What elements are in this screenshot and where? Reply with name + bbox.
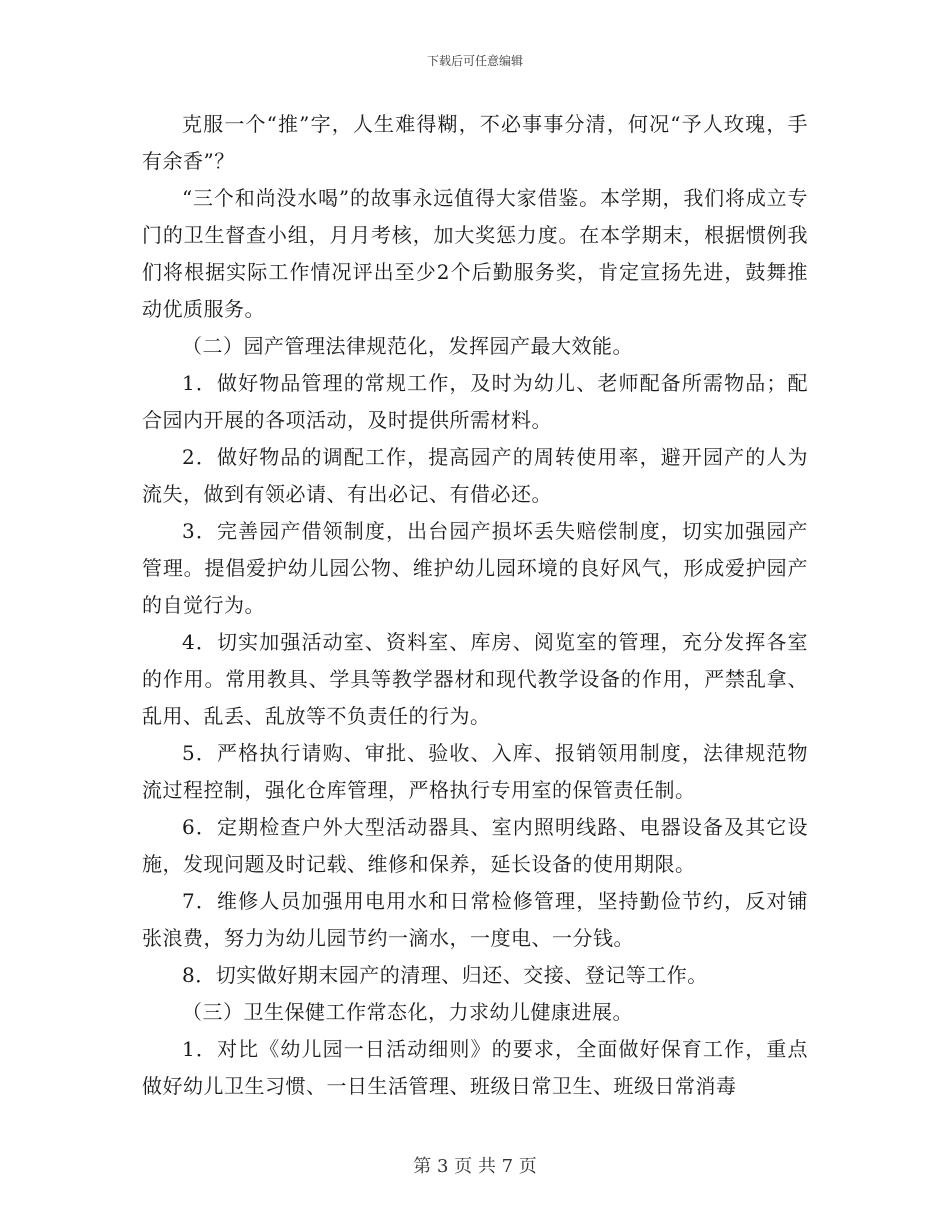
page-footer: 第 3 页 共 7 页 — [413, 1156, 537, 1177]
document-body — [142, 106, 808, 1105]
paragraph: 5．严格执行请购、审批、验收、入库、报销领用制度，法律规范物流过程控制，强化仓库管理，严格执行专用室的保管责任制。 — [142, 741, 808, 802]
paragraph: 2．做好物品的调配工作，提高园产的周转使用率，避开园产的人为流失，做到有领必请、有出必记、有借必还。 — [142, 445, 808, 506]
paragraph: 1．对比《幼儿园一日活动细则》的要求，全面做好保育工作，重点做好幼儿卫生习惯、一日生活管理、班级日常卫生、班级日常消毒 — [142, 1037, 808, 1098]
page-header: 下载后可任意编辑 — [426, 54, 523, 68]
paragraph: 克服一个“推”字，人生难得糊，不必事事分清，何况“予人玫瑰，手有余香”？ — [142, 112, 808, 173]
section-heading: （三）卫生保健工作常态化，力求幼儿健康进展。 — [182, 1000, 633, 1024]
paragraph: 8．切实做好期末园产的清理、归还、交接、登记等工作。 — [182, 963, 708, 987]
paragraph: 3．完善园产借领制度，出台园产损坏丢失赔偿制度，切实加强园产管理。提倡爱护幼儿园公物、维护幼儿园环境的良好风气，形成爱护园产的自觉行为。 — [142, 519, 808, 617]
paragraph: 6．定期检查户外大型活动器具、室内照明线路、电器设备及其它设施，发现问题及时记载、维修和保养，延长设备的使用期限。 — [142, 815, 808, 876]
paragraph: 4．切实加强活动室、资料室、库房、阅览室的管理，充分发挥各室的作用。常用教具、学具等教学器材和现代教学设备的作用，严禁乱拿、乱用、乱丢、乱放等不负责任的行为。 — [142, 630, 808, 728]
paragraph: 7．维修人员加强用电用水和日常检修管理，坚持勤俭节约，反对铺张浪费，努力为幼儿园节约一滴水，一度电、一分钱。 — [142, 889, 808, 950]
paragraph: 1．做好物品管理的常规工作，及时为幼儿、老师配备所需物品；配合园内开展的各项活动，及时提供所需材料。 — [142, 371, 808, 432]
paragraph: “三个和尚没水喝”的故事永远值得大家借鉴。本学期，我们将成立专门的卫生督查小组，月月考核，加大奖惩力度。在本学期末，根据惯例我们将根据实际工作情况评出至少2个后勤服务奖，肯定宣扬先进，鼓舞推动优质服务。 — [142, 186, 808, 321]
section-heading: （二）园产管理法律规范化，发挥园产最大效能。 — [182, 334, 633, 358]
